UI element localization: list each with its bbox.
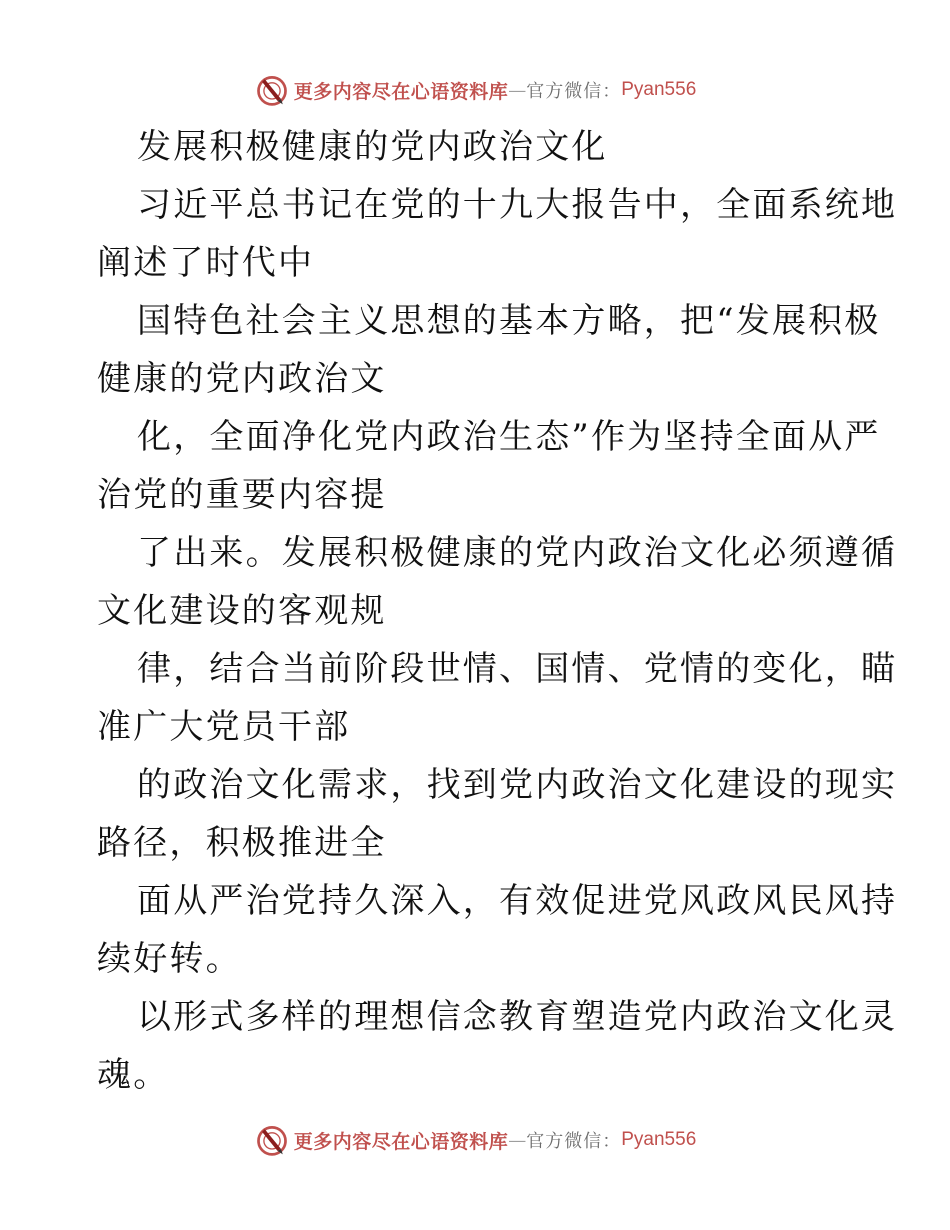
header-separator: — xyxy=(508,79,527,101)
body-line: 了出来。发展积极健康的党内政治文化必须遵循 xyxy=(137,533,898,573)
header-wechat-id: Pyan556 xyxy=(621,79,697,100)
footer-site-name: 更多内容尽在心语资料库 xyxy=(293,1130,509,1153)
section-heading: 以形式多样的理想信念教育塑造党内政治文化灵 xyxy=(137,997,898,1037)
body-line: 国特色社会主义思想的基本方略，把“发展积极 xyxy=(137,301,881,341)
header-wechat-label: 官方微信： xyxy=(526,81,622,102)
pen-nib-circle-icon xyxy=(254,72,290,108)
footer-wechat-id: Pyan556 xyxy=(621,1129,697,1150)
body-line: 续好转。 xyxy=(97,939,242,979)
body-line: 阐述了时代中 xyxy=(97,243,315,283)
footer-wechat-label: 官方微信： xyxy=(526,1131,622,1152)
body-line: 的政治文化需求，找到党内政治文化建设的现实 xyxy=(137,765,898,805)
body-line: 面从严治党持久深入，有效促进党风政风民风持 xyxy=(137,881,898,921)
body-line: 治党的重要内容提 xyxy=(97,475,387,515)
body-line: 化，全面净化党内政治生态”作为坚持全面从严 xyxy=(137,417,881,457)
body-line: 魂。 xyxy=(97,1055,170,1095)
body-line: 文化建设的客观规 xyxy=(97,591,387,631)
header-site-name: 更多内容尽在心语资料库 xyxy=(293,80,509,103)
body-line: 律，结合当前阶段世情、国情、党情的变化，瞄 xyxy=(137,649,898,689)
article-title: 发展积极健康的党内政治文化 xyxy=(137,127,608,167)
body-line: 健康的党内政治文 xyxy=(97,359,387,399)
footer-separator: — xyxy=(508,1129,527,1151)
pen-nib-circle-icon xyxy=(254,1122,290,1158)
footer-banner xyxy=(0,1118,950,1162)
article-body xyxy=(97,118,898,1104)
body-line: 习近平总书记在党的十九大报告中，全面系统地 xyxy=(137,185,898,225)
header-banner xyxy=(0,68,950,112)
body-line: 准广大党员干部 xyxy=(97,707,351,747)
body-line: 路径，积极推进全 xyxy=(97,823,387,863)
